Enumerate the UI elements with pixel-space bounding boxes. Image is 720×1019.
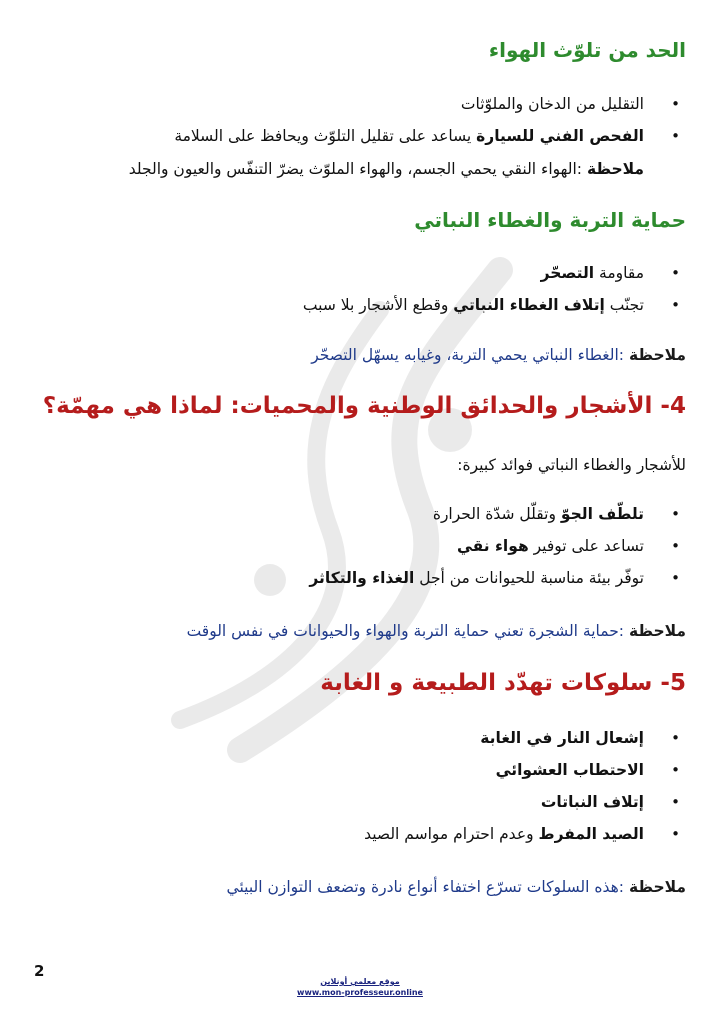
list-item-text: وعدم احترام مواسم الصيد xyxy=(364,825,539,843)
list-item-bold: الاحتطاب العشوائي xyxy=(495,761,644,779)
list-item xyxy=(303,289,680,321)
list-item-text: مقاومة xyxy=(594,264,644,282)
list-item-bold: إتلاف النباتات xyxy=(540,793,644,811)
list-item-bold: التصحّر xyxy=(540,264,595,282)
list-item-text: وتقلّل شدّة الحرارة xyxy=(432,505,561,523)
list-item-bold: تلطّف الجوّ xyxy=(560,505,644,523)
note-text: :الهواء النقي يحمي الجسم، والهواء الملوّث يضرّ التنفّس والعيون والجلد xyxy=(128,160,587,178)
list-item-bold: الفحص الفني للسيارة xyxy=(476,127,644,145)
list-item xyxy=(174,88,680,120)
footer xyxy=(0,976,720,998)
note-label: ملاحظة xyxy=(628,878,686,896)
intro-text: للأشجار والغطاء النباتي فوائد كبيرة: xyxy=(457,456,686,474)
footer-site-name: موقع معلمي أونلاين xyxy=(320,977,400,986)
note-label: ملاحظة xyxy=(586,160,644,178)
note-label: ملاحظة xyxy=(628,622,686,640)
list-item-bold: الغذاء والتكاثر xyxy=(309,569,415,587)
list-item-text: تجنّب xyxy=(604,296,644,314)
heading-air-pollution: الحد من تلوّث الهواء xyxy=(488,38,686,62)
threats-list xyxy=(364,722,680,850)
heading-threats: 5- سلوكات تهدّد الطبيعة و الغابة xyxy=(320,670,686,696)
list-item-text: وقطع الأشجار بلا سبب xyxy=(302,296,454,314)
list-item xyxy=(364,786,680,818)
list-item-text: تساعد على توفير xyxy=(528,537,644,555)
heading-soil-protection: حماية التربة والغطاء النباتي xyxy=(414,208,686,232)
list-item-text: التقليل من الدخان والملوّثات xyxy=(460,95,644,113)
list-item xyxy=(364,754,680,786)
list-item xyxy=(364,722,680,754)
list-item-text: توفّر بيئة مناسبة للحيوانات من أجل xyxy=(414,569,644,587)
list-item xyxy=(174,120,680,152)
trees-benefits-list xyxy=(309,498,680,594)
list-item-text: يساعد على تقليل التلوّث ويحافظ على السلامة xyxy=(174,127,477,145)
footer-site-url[interactable]: www.mon-professeur.online xyxy=(297,988,423,997)
list-item-bold: إتلاف الغطاء النباتي xyxy=(453,296,605,314)
list-item xyxy=(309,562,680,594)
list-item xyxy=(309,530,680,562)
list-item-bold: الصيد المفرط xyxy=(538,825,644,843)
list-item-bold: إشعال النار في الغابة xyxy=(480,729,644,747)
soil-protection-list xyxy=(303,257,680,321)
list-item xyxy=(303,257,680,289)
list-item-bold: هواء نقي xyxy=(456,537,529,555)
note-air xyxy=(129,160,644,178)
note-soil xyxy=(311,346,686,364)
page-number: 2 xyxy=(34,962,45,980)
heading-trees-parks: 4- الأشجار والحدائق الوطنية والمحميات: لماذا هي مهمّة؟ xyxy=(42,393,686,419)
note-threats xyxy=(227,878,686,896)
list-item xyxy=(309,498,680,530)
air-pollution-list xyxy=(174,88,680,152)
list-item xyxy=(364,818,680,850)
note-text: :هذه السلوكات تسرّع اختفاء أنواع نادرة وتضعف التوازن البيئي xyxy=(226,878,629,896)
note-label: ملاحظة xyxy=(628,346,686,364)
note-text: :حماية الشجرة تعني حماية التربة والهواء والحيوانات في نفس الوقت xyxy=(186,622,629,640)
note-trees xyxy=(187,622,686,640)
note-text: :الغطاء النباتي يحمي التربة، وغيابه يسهّل التصحّر xyxy=(311,346,629,364)
